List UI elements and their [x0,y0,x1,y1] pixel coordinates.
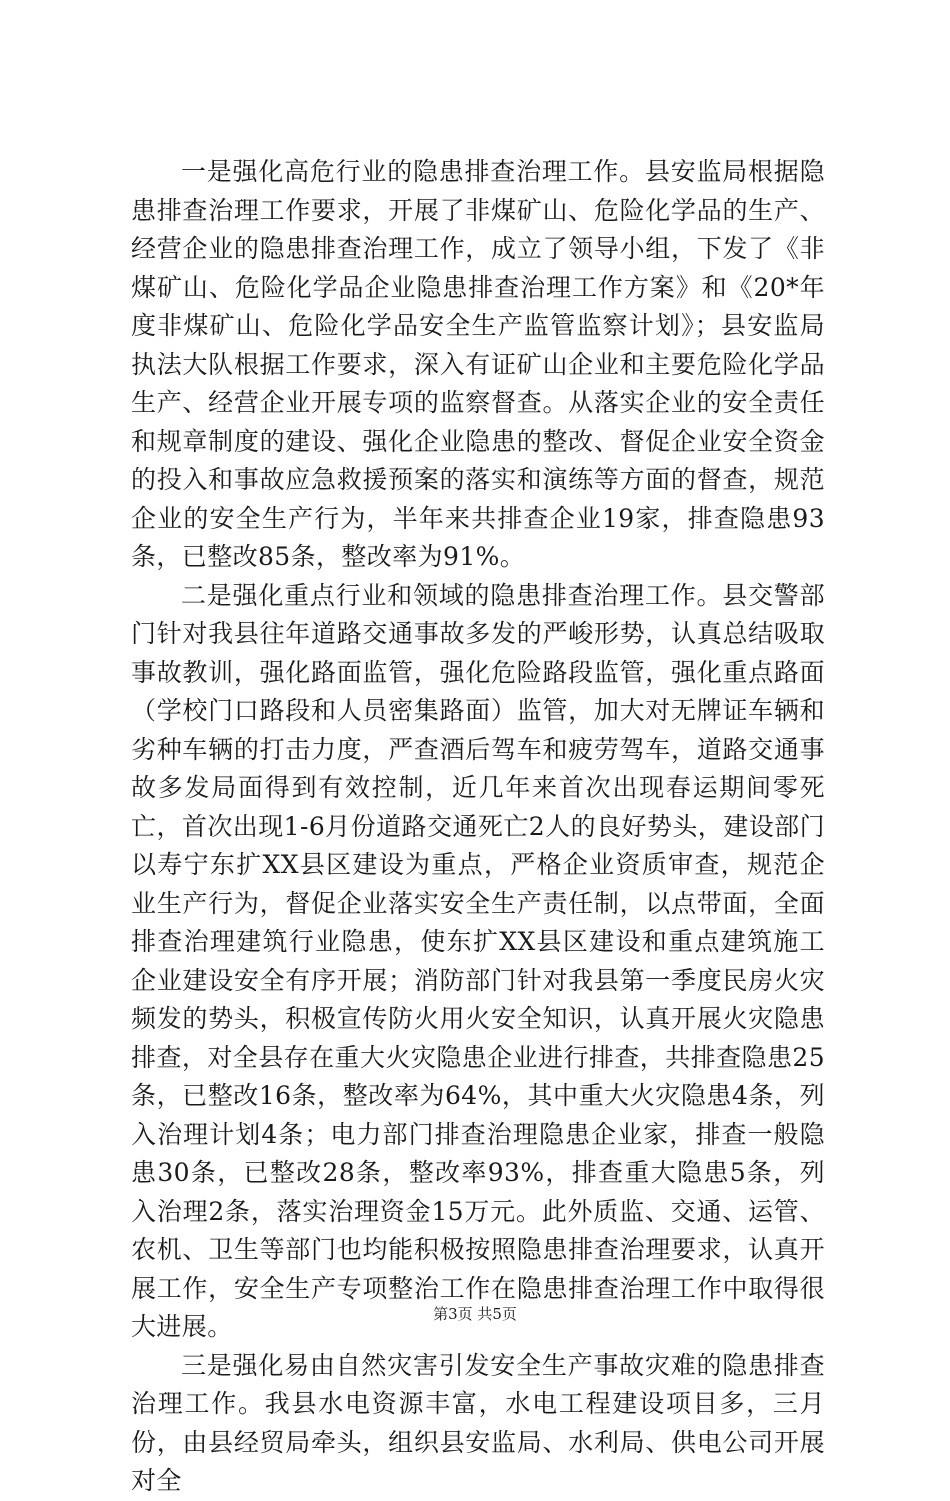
document-body [131,153,825,1501]
paragraph-2: 二是强化重点行业和领域的隐患排查治理工作。县交警部门针对我县往年道路交通事故多发的严峻形势，认真总结吸取事故教训，强化路面监管，强化危险路段监管，强化重点路面（学校门口路段和人员密集路面）监管，加大对无牌证车辆和劣种车辆的打击力度，严查酒后驾车和疲劳驾车，道路交通事故多发局面得到有效控制，近几年来首次出现春运期间零死亡，首次出现1-6月份道路交通死亡2人的良好势头，建设部门以寿宁东扩XX县区建设为重点，严格企业资质审查，规范企业生产行为，督促企业落实安全生产责任制，以点带面，全面排查治理建筑行业隐患，使东扩XX县区建设和重点建筑施工企业建设安全有序开展；消防部门针对我县第一季度民房火灾频发的势头，积极宣传防火用火安全知识，认真开展火灾隐患排查，对全县存在重大火灾隐患企业进行排查，共排查隐患25条，已整改16条，整改率为64%，其中重大火灾隐患4条，列入治理计划4条；电力部门排查治理隐患企业家，排查一般隐患30条，已整改28条，整改率93%，排查重大隐患5条，列入治理2条，落实治理资金15万元。此外质监、交通、运管、农机、卫生等部门也均能积极按照隐患排查治理要求，认真开展工作，安全生产专项整治工作在隐患排查治理工作中取得很大进展。 [131,580,825,1341]
page-number-footer: 第3页 共5页 [433,1305,517,1323]
paragraph-3: 三是强化易由自然灾害引发安全生产事故灾难的隐患排查治理工作。我县水电资源丰富，水电工程建设项目多，三月份，由县经贸局牵头，组织县安监局、水利局、供电公司开展对全 [131,1350,825,1495]
paragraph-1: 一是强化高危行业的隐患排查治理工作。县安监局根据隐患排查治理工作要求，开展了非煤矿山、危险化学品的生产、经营企业的隐患排查治理工作，成立了领导小组，下发了《非煤矿山、危险化学品企业隐患排查治理工作方案》和《20*年度非煤矿山、危险化学品安全生产监管监察计划》；县安监局执法大队根据工作要求，深入有证矿山企业和主要危险化学品生产、经营企业开展专项的监察督查。从落实企业的安全责任和规章制度的建设、强化企业隐患的整改、督促企业安全资金的投入和事故应急救援预案的落实和演练等方面的督查，规范企业的安全生产行为，半年来共排查企业19家，排查隐患93条，已整改85条，整改率为91%。 [131,157,825,571]
